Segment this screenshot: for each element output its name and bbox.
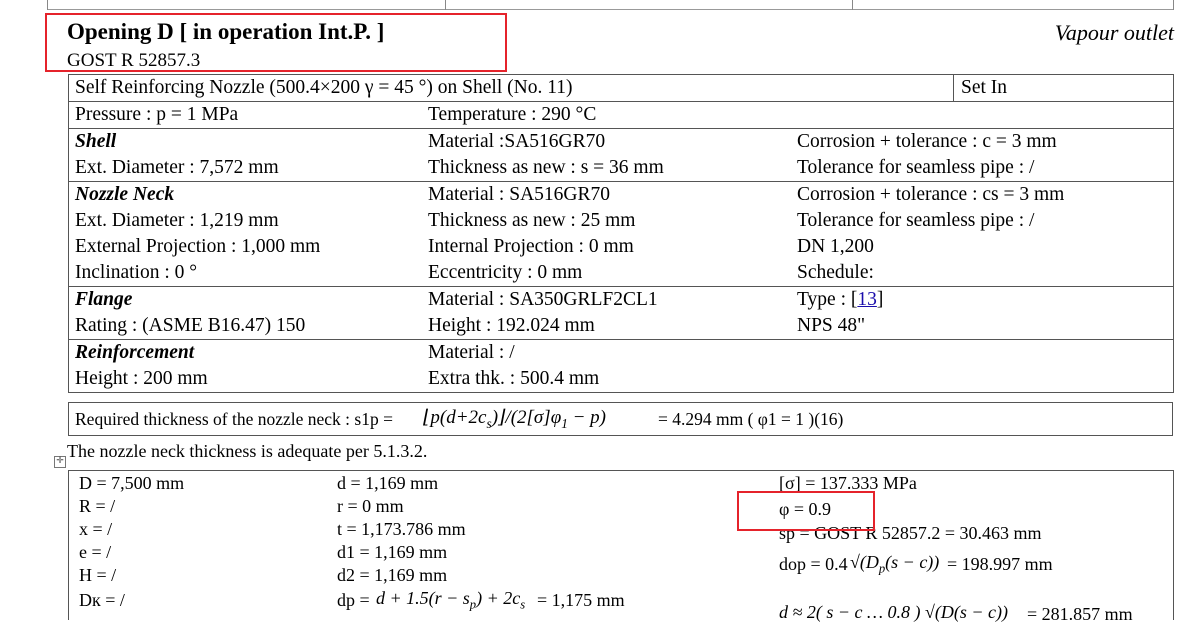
required-thickness-label: Required thickness of the nozzle neck : s1p = xyxy=(75,409,393,429)
neck-ext-projection: External Projection : 1,000 mm xyxy=(75,236,321,257)
calc-dop-formula: $√(D_p(s - c))$ xyxy=(850,552,940,576)
calc-d: d = 1,169 mm xyxy=(337,473,439,493)
calc-dp-label: dp = xyxy=(337,590,370,610)
calc-t: t = 1,173.786 mm xyxy=(337,519,466,539)
calc-partial-formula: d ≈ 2( s − c … 0.8 ) √(D(s − c)) xyxy=(779,602,1009,622)
neck-corrosion: Corrosion + tolerance : cs = 3 mm xyxy=(797,184,1065,205)
calc-dp-formula: $d + 1.5(r - s_p) + 2c_s$ xyxy=(376,588,526,612)
required-thickness-formula: $⌊p(d+2c_s)⌋/(2[\sigma]\varphi_1 - p)$ xyxy=(423,407,607,431)
calc-phi: φ = 0.9 xyxy=(779,499,832,519)
required-thickness-result: = 4.294 mm ( φ1 = 1 )(16) xyxy=(658,409,844,429)
calc-H: H = / xyxy=(79,565,117,585)
nozzle-description: Self Reinforcing Nozzle (500.4×200 γ = 45 °) on Shell (No. 11) xyxy=(75,77,573,98)
calc-dp-result: = 1,175 mm xyxy=(537,590,625,610)
calc-allowable-stress: [σ] = 137.333 MPa xyxy=(779,473,917,493)
shell-thickness: Thickness as new : s = 36 mm xyxy=(428,157,664,178)
calc-e: e = / xyxy=(79,542,112,562)
flange-type-ref-link[interactable]: 13 xyxy=(857,289,877,310)
reinforcement-height: Height : 200 mm xyxy=(75,368,208,389)
calc-dop-result: = 198.997 mm xyxy=(947,554,1053,574)
shell-corrosion: Corrosion + tolerance : c = 3 mm xyxy=(797,131,1057,152)
calc-partial-result: = 281.857 mm xyxy=(1027,604,1133,624)
neck-material: Material : SA516GR70 xyxy=(428,184,610,205)
neck-thickness: Thickness as new : 25 mm xyxy=(428,210,636,231)
calc-Dk: Dк = / xyxy=(79,590,125,610)
shell-tolerance: Tolerance for seamless pipe : / xyxy=(797,157,1035,178)
opening-title: Opening D [ in operation Int.P. ] xyxy=(67,19,385,44)
adequacy-note: The nozzle neck thickness is adequate per 5.1.3.2. xyxy=(67,441,428,461)
highlight-box-title xyxy=(45,13,507,72)
nozzle-neck-heading: Nozzle Neck xyxy=(75,184,175,205)
flange-type xyxy=(797,287,883,313)
highlight-box-phi xyxy=(737,491,875,531)
calc-R: R = / xyxy=(79,496,116,516)
flange-height: Height : 192.024 mm xyxy=(428,315,595,336)
standard-label: GOST R 52857.3 xyxy=(67,50,201,71)
calc-D: D = 7,500 mm xyxy=(79,473,185,493)
temperature-value: Temperature : 290 °C xyxy=(428,104,597,125)
neck-eccentricity: Eccentricity : 0 mm xyxy=(428,262,583,283)
flange-type-suffix: ] xyxy=(876,289,884,310)
shell-ext-diameter: Ext. Diameter : 7,572 mm xyxy=(75,157,279,178)
calc-x: x = / xyxy=(79,519,113,539)
calc-d2: d2 = 1,169 mm xyxy=(337,565,448,585)
reinforcement-extra: Extra thk. : 500.4 mm xyxy=(428,368,600,389)
flange-material: Material : SA350GRLF2CL1 xyxy=(428,289,658,310)
nozzle-type: Set In xyxy=(961,77,1008,98)
flange-heading: Flange xyxy=(75,289,133,310)
pressure-value: Pressure : p = 1 MPa xyxy=(75,104,239,125)
calc-d1: d1 = 1,169 mm xyxy=(337,542,448,562)
vapour-outlet-label: Vapour outlet xyxy=(1054,20,1174,45)
neck-inclination: Inclination : 0 ° xyxy=(75,262,198,283)
calc-r: r = 0 mm xyxy=(337,496,404,516)
calc-sp: sp = GOST R 52857.2 = 30.463 mm xyxy=(779,523,1042,543)
neck-dn: DN 1,200 xyxy=(797,236,874,257)
flange-nps: NPS 48" xyxy=(797,315,866,336)
flange-rating: Rating : (ASME B16.47) 150 xyxy=(75,315,306,336)
reinforcement-material: Material : / xyxy=(428,342,515,363)
neck-int-projection: Internal Projection : 0 mm xyxy=(428,236,634,257)
neck-ext-diameter: Ext. Diameter : 1,219 mm xyxy=(75,210,279,231)
flange-type-prefix: Type : [ xyxy=(797,289,858,310)
reinforcement-heading: Reinforcement xyxy=(75,342,195,363)
neck-tolerance: Tolerance for seamless pipe : / xyxy=(797,210,1035,231)
table-move-handle-icon[interactable]: ✛ xyxy=(54,456,66,468)
shell-material: Material :SA516GR70 xyxy=(428,131,606,152)
neck-schedule: Schedule: xyxy=(797,262,874,283)
shell-heading: Shell xyxy=(75,131,117,152)
calc-dop-label: dop = 0.4 xyxy=(779,554,848,574)
